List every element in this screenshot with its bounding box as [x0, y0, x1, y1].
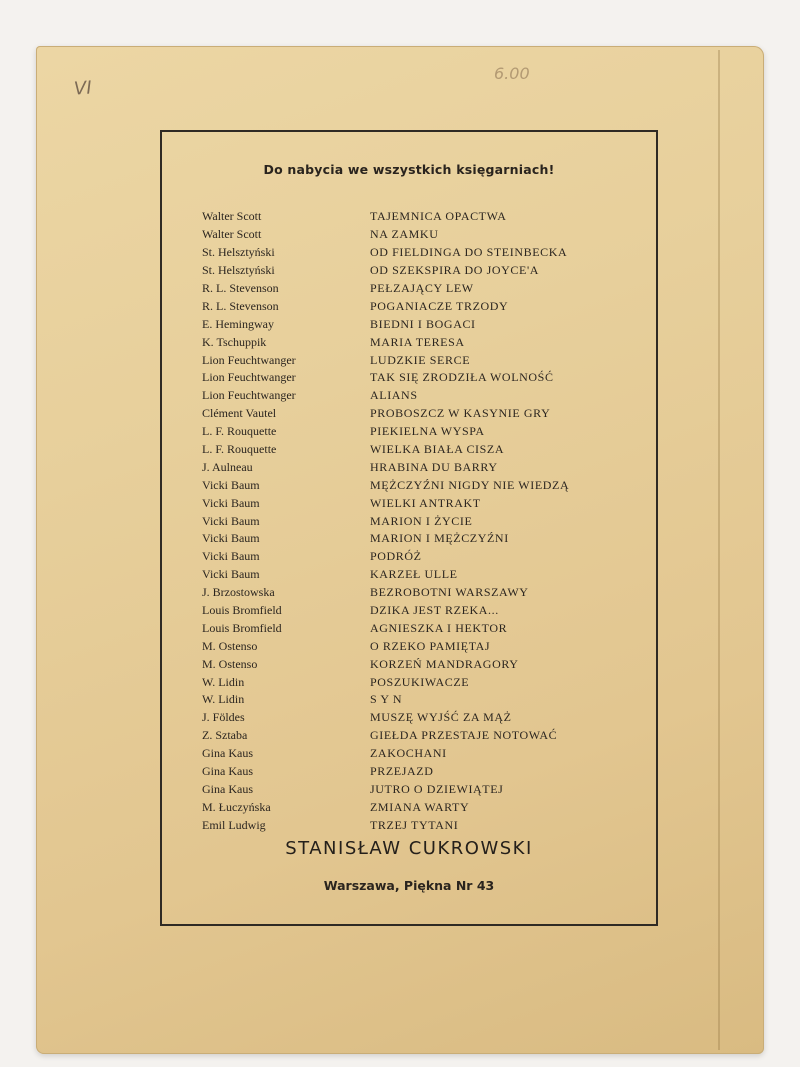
book-title: MARION I MĘŻCZYŹNI	[370, 531, 509, 546]
book-row	[202, 280, 642, 298]
book-title: ALIANS	[370, 388, 418, 403]
book-row	[202, 584, 642, 602]
book-author: M. Ostenso	[202, 638, 258, 653]
book-row	[202, 637, 642, 655]
book-row	[202, 244, 642, 262]
book-author: Emil Ludwig	[202, 817, 266, 832]
book-row	[202, 602, 642, 620]
book-row	[202, 441, 642, 459]
book-author: Clément Vautel	[202, 406, 277, 421]
book-title: KORZEŃ MANDRAGORY	[370, 656, 519, 671]
book-title: S Y N	[370, 692, 403, 707]
book-author: Lion Feuchtwanger	[202, 370, 296, 385]
book-row	[202, 208, 642, 226]
book-author: J. Brzostowska	[202, 585, 275, 600]
book-row	[202, 655, 642, 673]
book-row	[202, 405, 642, 423]
publisher-name: STANISŁAW CUKROWSKI	[285, 838, 533, 859]
book-author: Vicki Baum	[202, 549, 260, 564]
book-title: DZIKA JEST RZEKA...	[370, 603, 499, 618]
book-row	[202, 691, 642, 709]
book-title: TAK SIĘ ZRODZIŁA WOLNOŚĆ	[370, 370, 554, 385]
book-title: PEŁZAJĄCY LEW	[370, 281, 474, 295]
book-row	[202, 763, 642, 781]
book-title: KARZEŁ ULLE	[370, 567, 458, 582]
book-title: PROBOSZCZ W KASYNIE GRY	[370, 406, 551, 421]
book-author: L. F. Rouquette	[202, 442, 277, 457]
book-author: Gina Kaus	[202, 781, 253, 796]
book-row	[202, 333, 642, 351]
book-title: JUTRO O DZIEWIĄTEJ	[370, 781, 504, 796]
book-title: TAJEMNICA OPACTWA	[370, 209, 507, 224]
book-row	[202, 512, 642, 530]
book-title: WIELKA BIAŁA CISZA	[370, 442, 505, 457]
book-row	[202, 709, 642, 727]
publisher-address: Warszawa, Piękna Nr 43	[323, 878, 495, 893]
book-row	[202, 226, 642, 244]
book-row	[202, 458, 642, 476]
book-author: St. Helsztyński	[202, 245, 275, 260]
book-author: K. Tschuppik	[202, 334, 267, 349]
book-row	[202, 262, 642, 280]
book-title: NA ZAMKU	[370, 227, 439, 242]
book-title: WIELKI ANTRAKT	[370, 495, 481, 510]
book-author: Lion Feuchtwanger	[202, 388, 296, 403]
book-row	[202, 369, 642, 387]
book-title: ZMIANA WARTY	[370, 799, 470, 814]
book-author: W. Lidin	[202, 674, 245, 689]
book-row	[202, 781, 642, 799]
book-author: Louis Bromfield	[202, 603, 282, 618]
book-title: LUDZKIE SERCE	[370, 352, 471, 367]
book-author: Z. Sztaba	[202, 728, 248, 743]
book-title: PIEKIELNA WYSPA	[370, 424, 485, 439]
book-author: R. L. Stevenson	[202, 298, 279, 313]
book-title: BEZROBOTNI WARSZAWY	[370, 585, 529, 600]
book-author: M. Ostenso	[202, 656, 258, 671]
book-title: ZAKOCHANI	[370, 746, 447, 761]
book-title: O RZEKO PAMIĘTAJ	[370, 638, 491, 653]
book-title: MĘŻCZYŹNI NIGDY NIE WIEDZĄ	[370, 477, 570, 492]
book-author: Vicki Baum	[202, 531, 260, 546]
book-row	[202, 530, 642, 548]
book-row	[202, 548, 642, 566]
book-row	[202, 387, 642, 405]
book-author: Walter Scott	[202, 209, 262, 224]
book-title: PODRÓŻ	[370, 549, 422, 564]
book-title: MARIA TERESA	[370, 334, 465, 349]
book-author: Lion Feuchtwanger	[202, 352, 296, 367]
headline: Do nabycia we wszystkich księgarniach!	[263, 162, 555, 177]
book-list	[202, 208, 642, 834]
book-row	[202, 566, 642, 584]
book-row	[202, 315, 642, 333]
book-title: GIEŁDA PRZESTAJE NOTOWAĆ	[370, 728, 558, 743]
book-author: M. Łuczyńska	[202, 799, 271, 814]
book-row	[202, 816, 642, 834]
book-title: MUSZĘ WYJŚĆ ZA MĄŻ	[370, 710, 512, 725]
book-row	[202, 351, 642, 369]
book-author: Louis Bromfield	[202, 620, 282, 635]
book-title: TRZEJ TYTANI	[370, 817, 459, 832]
book-title: PRZEJAZD	[370, 764, 434, 779]
book-title: OD SZEKSPIRA DO JOYCE'A	[370, 263, 539, 278]
book-author: Vicki Baum	[202, 567, 260, 582]
book-title: POSZUKIWACZE	[370, 674, 470, 689]
book-row	[202, 745, 642, 763]
book-row	[202, 798, 642, 816]
book-author: L. F. Rouquette	[202, 424, 277, 439]
book-author: Vicki Baum	[202, 513, 260, 528]
margin-handwritten-note: VI	[73, 77, 93, 100]
book-title: OD FIELDINGA DO STEINBECKA	[370, 245, 568, 260]
book-author: E. Hemingway	[202, 316, 274, 331]
book-author: Walter Scott	[202, 227, 262, 242]
book-author: St. Helsztyński	[202, 263, 275, 278]
book-author: Vicki Baum	[202, 477, 260, 492]
book-row	[202, 476, 642, 494]
book-row	[202, 423, 642, 441]
book-author: R. L. Stevenson	[202, 281, 279, 295]
book-author: W. Lidin	[202, 692, 245, 707]
book-row	[202, 494, 642, 512]
book-title: AGNIESZKA I HEKTOR	[370, 620, 508, 635]
book-author: Vicki Baum	[202, 495, 260, 510]
book-title: MARION I ŻYCIE	[370, 513, 473, 528]
pencil-price-note: 6.00	[494, 64, 530, 83]
advertisement-frame	[160, 130, 658, 926]
book-row	[202, 619, 642, 637]
book-author: Gina Kaus	[202, 746, 253, 761]
book-title: BIEDNI I BOGACI	[370, 316, 476, 331]
book-title: POGANIACZE TRZODY	[370, 298, 509, 313]
book-author: Gina Kaus	[202, 764, 253, 779]
book-author: J. Aulneau	[202, 459, 253, 474]
book-row	[202, 727, 642, 745]
book-row	[202, 673, 642, 691]
book-author: J. Földes	[202, 710, 245, 725]
book-title: HRABINA DU BARRY	[370, 459, 498, 474]
spine-fold-line	[718, 50, 720, 1050]
book-row	[202, 297, 642, 315]
